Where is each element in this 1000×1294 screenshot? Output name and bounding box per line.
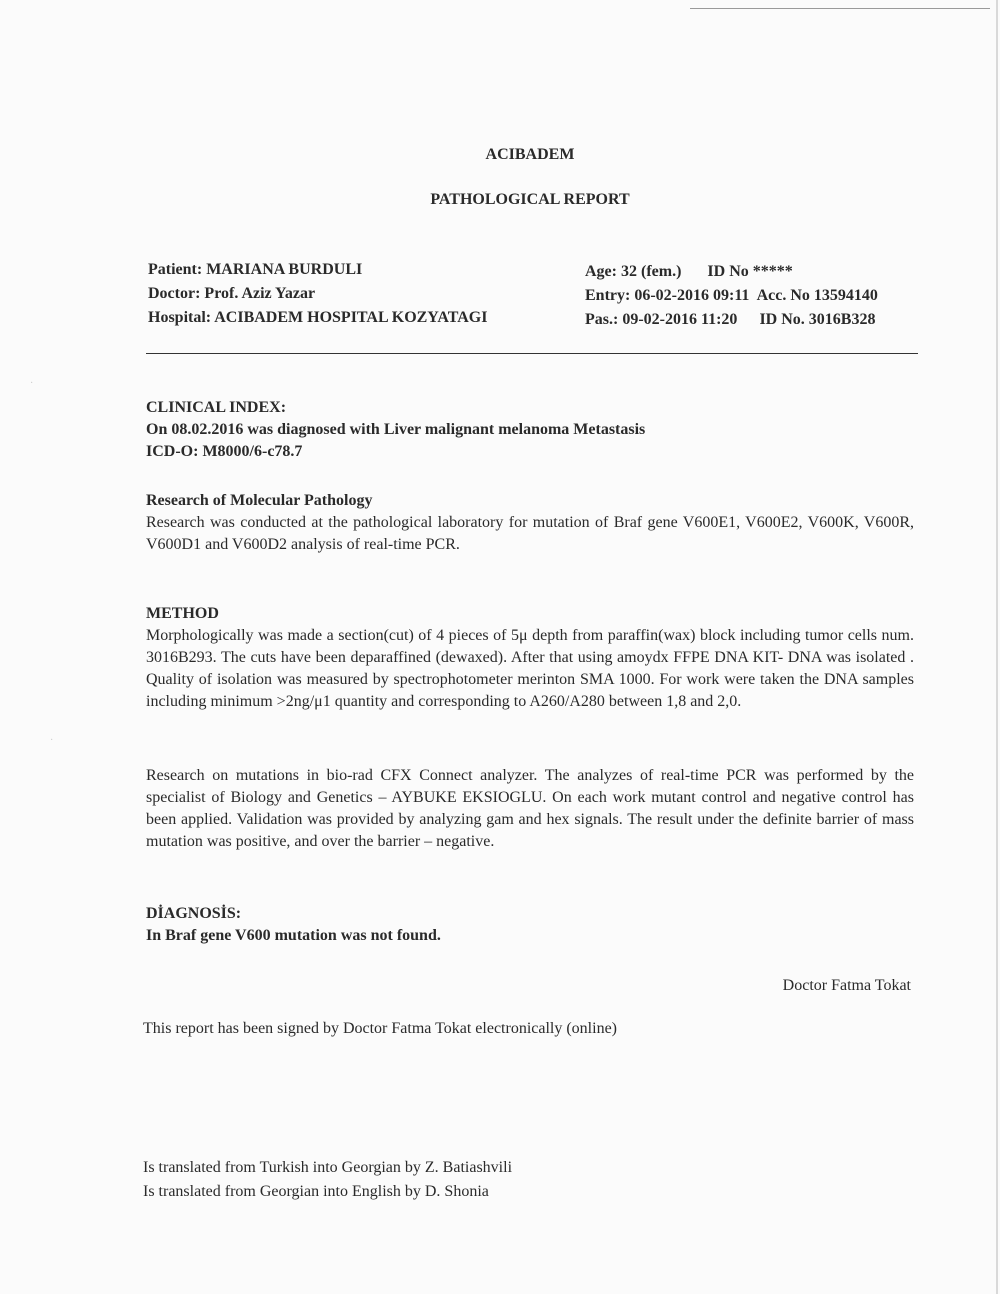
header-divider — [146, 353, 918, 354]
research-text: Research was conducted at the pathological laboratory for mutation of Braf gene V600E1, V600E2, V600K, V600R, V600D1 and V600D2 analysis of real-time PCR. — [146, 514, 914, 553]
signing-doctor: Doctor Fatma Tokat — [782, 977, 911, 994]
method-section — [146, 603, 914, 713]
translation-notes — [143, 1156, 512, 1204]
doctor-name: Doctor: Prof. Aziz Yazar — [148, 285, 316, 302]
acc-number: Acc. No 13594140 — [756, 287, 878, 304]
id-number-2: ID No. 3016B328 — [759, 311, 876, 328]
report-subtitle: PATHOLOGICAL REPORT — [430, 191, 630, 208]
hospital-name: Hospital: ACIBADEM HOSPITAL KOZYATAGI — [148, 309, 488, 326]
scan-speck: · — [50, 735, 54, 746]
analysis-text: Research on mutations in bio-rad CFX Connect analyzer. The analyzes of real-time PCR was performed by the specialist of Biology and Genetics – AYBUKE EKSIOGLU. On each work mutant control and negative control has been applied. Validation was provided by analyzing gam and hex signals. The result under the definite barrier of mass mutation was positive, and over the barrier – negative. — [146, 767, 914, 850]
research-heading: Research of Molecular Pathology — [146, 492, 373, 509]
report-title: ACIBADEM — [485, 146, 575, 163]
icd-code: ICD-O: M8000/6-c78.7 — [146, 443, 303, 460]
patient-name: Patient: MARIANA BURDULI — [148, 261, 363, 278]
clinical-diagnosis-line: On 08.02.2016 was diagnosed with Liver malignant melanoma Metastasis — [146, 421, 646, 438]
entry-date: Entry: 06-02-2016 09:11 — [585, 287, 750, 304]
header-left — [148, 258, 487, 330]
header-right — [585, 260, 878, 332]
id-number: ID No ***** — [707, 263, 793, 280]
clinical-index-section — [146, 397, 914, 463]
signature-note: This report has been signed by Doctor Fatma Tokat electronically (online) — [143, 1020, 617, 1037]
analysis-section — [146, 765, 914, 853]
research-section — [146, 490, 914, 556]
pas-date: Pas.: 09-02-2016 11:20 — [585, 311, 738, 328]
pas-row — [585, 308, 878, 332]
diagnosis-text: In Braf gene V600 mutation was not found. — [146, 927, 441, 944]
translation-line-2: Is translated from Georgian into English by D. Shonia — [143, 1183, 489, 1200]
translation-line-1: Is translated from Turkish into Georgian by Z. Batiashvili — [143, 1159, 513, 1176]
patient-age: Age: 32 (fem.) — [585, 263, 682, 280]
clinical-index-heading: CLINICAL INDEX: — [146, 399, 287, 416]
diagnosis-section — [146, 903, 914, 947]
entry-row — [585, 284, 878, 308]
scan-edge-line — [690, 8, 990, 9]
scan-speck: · — [30, 378, 34, 389]
age-row — [585, 260, 878, 284]
method-heading: METHOD — [146, 605, 219, 622]
diagnosis-heading: DİAGNOSİS: — [146, 905, 242, 922]
method-text: Morphologically was made a section(cut) of 4 pieces of 5μ depth from paraffin(wax) block including tumor cells num. 3016B293. The cuts have been deparaffined (dewaxed). After that using amoydx FFPE DNA KIT- DNA was isolated . Quality of isolation was measured by spectrophotometer merinton SMA 1000. For work were taken the DNA samples including minimum >2ng/μ1 quantity and corresponding to A260/A280 between 1,8 and 2,0. — [146, 627, 914, 710]
